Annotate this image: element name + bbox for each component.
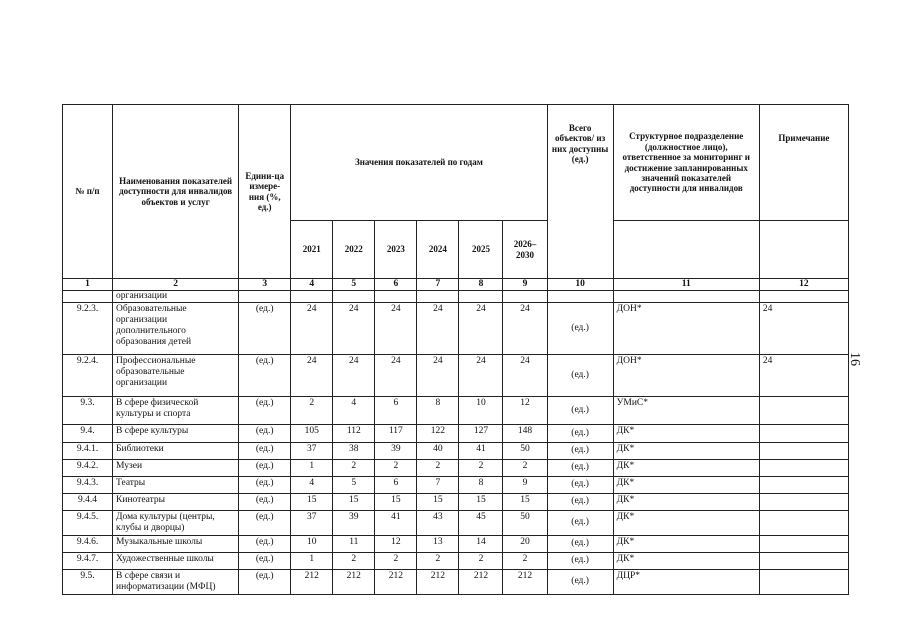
row-value-2021: 24 xyxy=(291,354,333,396)
row-unit: (ед.) xyxy=(239,510,291,535)
table-row xyxy=(63,424,849,442)
row-indicator-name: Кинотеатры xyxy=(113,493,239,510)
row-value-2021: 24 xyxy=(291,302,333,354)
row-value-2026-2030: 2 xyxy=(503,459,547,476)
row-code: 9.4. xyxy=(63,424,113,442)
row-value-2025: 8 xyxy=(459,476,503,493)
row-value-2023: 41 xyxy=(375,510,417,535)
row-total-objects: (ед.) xyxy=(547,493,613,510)
row-value-2022: 2 xyxy=(333,459,375,476)
row-value-2022: 24 xyxy=(333,354,375,396)
row-value-2025: 2 xyxy=(459,459,503,476)
row-code: 9.4.5. xyxy=(63,510,113,535)
row-value-2022: 11 xyxy=(333,535,375,552)
row-value-2026-2030: 9 xyxy=(503,476,547,493)
row-value-2025: 10 xyxy=(459,396,503,424)
row-value-2025: 15 xyxy=(459,493,503,510)
row-unit: (ед.) xyxy=(239,569,291,594)
row-value-2022: 2 xyxy=(333,552,375,569)
row-total-objects: (ед.) xyxy=(547,510,613,535)
row-value-2026-2030: 12 xyxy=(503,396,547,424)
row-note: 24 xyxy=(759,354,848,396)
row-value-2026-2030: 212 xyxy=(503,569,547,594)
row-indicator-name: Библиотеки xyxy=(113,442,239,459)
row-code: 9.4.7. xyxy=(63,552,113,569)
row-value-2025: 14 xyxy=(459,535,503,552)
row-value-2023: 117 xyxy=(375,424,417,442)
row-responsible-unit: ДК* xyxy=(613,476,759,493)
row-value-2023: 212 xyxy=(375,569,417,594)
year-2022: 2022 xyxy=(333,221,375,279)
row-note: 24 xyxy=(759,302,848,354)
continuation-row xyxy=(63,290,849,302)
row-responsible-unit: УМиС* xyxy=(613,396,759,424)
row-total-objects: (ед.) xyxy=(547,459,613,476)
row-value-2023: 6 xyxy=(375,476,417,493)
row-value-2025: 127 xyxy=(459,424,503,442)
table-row xyxy=(63,569,849,594)
row-value-2021: 37 xyxy=(291,510,333,535)
row-code: 9.4.4 xyxy=(63,493,113,510)
row-note xyxy=(759,459,848,476)
row-value-2023: 6 xyxy=(375,396,417,424)
row-code: 9.3. xyxy=(63,396,113,424)
row-value-2022: 24 xyxy=(333,302,375,354)
col-number: 9 xyxy=(503,279,547,291)
year-2024: 2024 xyxy=(417,221,459,279)
col-number: 8 xyxy=(459,279,503,291)
col-number: 4 xyxy=(291,279,333,291)
row-value-2021: 1 xyxy=(291,552,333,569)
row-value-2022: 39 xyxy=(333,510,375,535)
row-total-objects: (ед.) xyxy=(547,476,613,493)
row-value-2024: 40 xyxy=(417,442,459,459)
row-value-2024: 24 xyxy=(417,302,459,354)
header-note: Примечание xyxy=(759,105,848,221)
row-indicator-name: Дома культуры (центры, клубы и дворцы) xyxy=(113,510,239,535)
row-code: 9.4.6. xyxy=(63,535,113,552)
row-unit: (ед.) xyxy=(239,476,291,493)
row-value-2025: 24 xyxy=(459,354,503,396)
row-indicator-name: Образовательные организации дополнительного образования детей xyxy=(113,302,239,354)
row-indicator-name: В сфере физической культуры и спорта xyxy=(113,396,239,424)
row-total-objects: (ед.) xyxy=(547,552,613,569)
row-note xyxy=(759,510,848,535)
row-value-2024: 2 xyxy=(417,459,459,476)
row-value-2022: 15 xyxy=(333,493,375,510)
table-row xyxy=(63,552,849,569)
row-note xyxy=(759,569,848,594)
row-value-2024: 43 xyxy=(417,510,459,535)
col-number: 6 xyxy=(375,279,417,291)
col-number: 7 xyxy=(417,279,459,291)
col-number: 12 xyxy=(759,279,848,291)
row-value-2025: 24 xyxy=(459,302,503,354)
row-code: 9.2.4. xyxy=(63,354,113,396)
row-value-2023: 24 xyxy=(375,302,417,354)
row-value-2025: 2 xyxy=(459,552,503,569)
row-note xyxy=(759,424,848,442)
row-value-2021: 212 xyxy=(291,569,333,594)
row-unit: (ед.) xyxy=(239,535,291,552)
row-indicator-name: Профессиональные образовательные организации xyxy=(113,354,239,396)
row-value-2026-2030: 2 xyxy=(503,552,547,569)
row-value-2022: 112 xyxy=(333,424,375,442)
column-number-row xyxy=(63,279,849,291)
row-responsible-unit: ДОН* xyxy=(613,302,759,354)
row-responsible-unit: ДК* xyxy=(613,493,759,510)
table-row xyxy=(63,493,849,510)
row-value-2025: 45 xyxy=(459,510,503,535)
row-value-2022: 38 xyxy=(333,442,375,459)
row-value-2026-2030: 24 xyxy=(503,354,547,396)
table-row xyxy=(63,510,849,535)
row-value-2022: 212 xyxy=(333,569,375,594)
row-value-2026-2030: 15 xyxy=(503,493,547,510)
table-row xyxy=(63,396,849,424)
row-code: 9.2.3. xyxy=(63,302,113,354)
row-total-objects: (ед.) xyxy=(547,396,613,424)
row-total-objects: (ед.) xyxy=(547,442,613,459)
row-responsible-unit: ДК* xyxy=(613,459,759,476)
year-2025: 2025 xyxy=(459,221,503,279)
table-row xyxy=(63,354,849,396)
row-value-2021: 2 xyxy=(291,396,333,424)
row-value-2021: 15 xyxy=(291,493,333,510)
row-value-2023: 24 xyxy=(375,354,417,396)
row-value-2024: 212 xyxy=(417,569,459,594)
row-value-2024: 7 xyxy=(417,476,459,493)
row-value-2021: 4 xyxy=(291,476,333,493)
row-value-2024: 15 xyxy=(417,493,459,510)
col-number: 3 xyxy=(239,279,291,291)
header-unit: Едини-ца измере-ния (%, ед.) xyxy=(239,105,291,279)
row-value-2022: 4 xyxy=(333,396,375,424)
row-note xyxy=(759,535,848,552)
row-responsible-unit: ДК* xyxy=(613,552,759,569)
row-total-objects: (ед.) xyxy=(547,424,613,442)
row-responsible-unit: ДОН* xyxy=(613,354,759,396)
row-value-2026-2030: 24 xyxy=(503,302,547,354)
row-value-2021: 10 xyxy=(291,535,333,552)
row-value-2024: 8 xyxy=(417,396,459,424)
row-unit: (ед.) xyxy=(239,354,291,396)
row-unit: (ед.) xyxy=(239,424,291,442)
row-code: 9.4.1. xyxy=(63,442,113,459)
row-value-2023: 2 xyxy=(375,552,417,569)
row-total-objects: (ед.) xyxy=(547,354,613,396)
row-indicator-name: Театры xyxy=(113,476,239,493)
table-row xyxy=(63,459,849,476)
row-total-objects: (ед.) xyxy=(547,302,613,354)
row-value-2021: 37 xyxy=(291,442,333,459)
row-value-2025: 41 xyxy=(459,442,503,459)
row-value-2022: 5 xyxy=(333,476,375,493)
row-value-2024: 24 xyxy=(417,354,459,396)
year-2021: 2021 xyxy=(291,221,333,279)
row-note xyxy=(759,493,848,510)
col-number: 5 xyxy=(333,279,375,291)
row-indicator-name: Музыкальные школы xyxy=(113,535,239,552)
col-number: 10 xyxy=(547,279,613,291)
col-number: 2 xyxy=(113,279,239,291)
row-value-2026-2030: 50 xyxy=(503,510,547,535)
header-total-objects: Всего объектов/ из них доступны (ед.) xyxy=(547,105,613,279)
row-value-2021: 1 xyxy=(291,459,333,476)
row-total-objects: (ед.) xyxy=(547,535,613,552)
row-value-2026-2030: 20 xyxy=(503,535,547,552)
row-value-2023: 2 xyxy=(375,459,417,476)
row-code: 9.4.3. xyxy=(63,476,113,493)
year-2026-2030: 2026–2030 xyxy=(503,221,547,279)
table-row xyxy=(63,302,849,354)
row-value-2025: 212 xyxy=(459,569,503,594)
row-value-2023: 39 xyxy=(375,442,417,459)
row-value-2024: 122 xyxy=(417,424,459,442)
year-2023: 2023 xyxy=(375,221,417,279)
row-responsible-unit: ДК* xyxy=(613,442,759,459)
table-row xyxy=(63,476,849,493)
row-value-2023: 12 xyxy=(375,535,417,552)
accessibility-indicators-table xyxy=(62,104,849,595)
header-responsible-unit: Структурное подразделение (должностное лицо), ответственное за мониторинг и достижение запланированных значений показателей доступности для инвалидов xyxy=(613,105,759,221)
row-unit: (ед.) xyxy=(239,493,291,510)
header-number: № п/п xyxy=(63,105,113,279)
col-number: 11 xyxy=(613,279,759,291)
row-value-2023: 15 xyxy=(375,493,417,510)
row-unit: (ед.) xyxy=(239,552,291,569)
row-unit: (ед.) xyxy=(239,302,291,354)
row-value-2021: 105 xyxy=(291,424,333,442)
continuation-text: организации xyxy=(113,290,239,302)
col-number: 1 xyxy=(63,279,113,291)
row-value-2026-2030: 50 xyxy=(503,442,547,459)
row-responsible-unit: ДК* xyxy=(613,510,759,535)
row-indicator-name: В сфере культуры xyxy=(113,424,239,442)
row-total-objects: (ед.) xyxy=(547,569,613,594)
row-code: 9.5. xyxy=(63,569,113,594)
row-code: 9.4.2. xyxy=(63,459,113,476)
row-note xyxy=(759,476,848,493)
row-value-2026-2030: 148 xyxy=(503,424,547,442)
row-responsible-unit: ДЦР* xyxy=(613,569,759,594)
header-values-by-year: Значения показателей по годам xyxy=(291,105,547,221)
row-indicator-name: Художественные школы xyxy=(113,552,239,569)
row-indicator-name: В сфере связи и информатизации (МФЦ) xyxy=(113,569,239,594)
row-responsible-unit: ДК* xyxy=(613,424,759,442)
header-indicator-name: Наименования показателей доступности для инвалидов объектов и услуг xyxy=(113,105,239,279)
page-number: 16 xyxy=(847,352,862,366)
table-row xyxy=(63,535,849,552)
row-value-2024: 13 xyxy=(417,535,459,552)
row-unit: (ед.) xyxy=(239,396,291,424)
row-note xyxy=(759,442,848,459)
row-indicator-name: Музеи xyxy=(113,459,239,476)
row-value-2024: 2 xyxy=(417,552,459,569)
row-note xyxy=(759,396,848,424)
row-responsible-unit: ДК* xyxy=(613,535,759,552)
row-unit: (ед.) xyxy=(239,459,291,476)
row-note xyxy=(759,552,848,569)
table-row xyxy=(63,442,849,459)
row-unit: (ед.) xyxy=(239,442,291,459)
